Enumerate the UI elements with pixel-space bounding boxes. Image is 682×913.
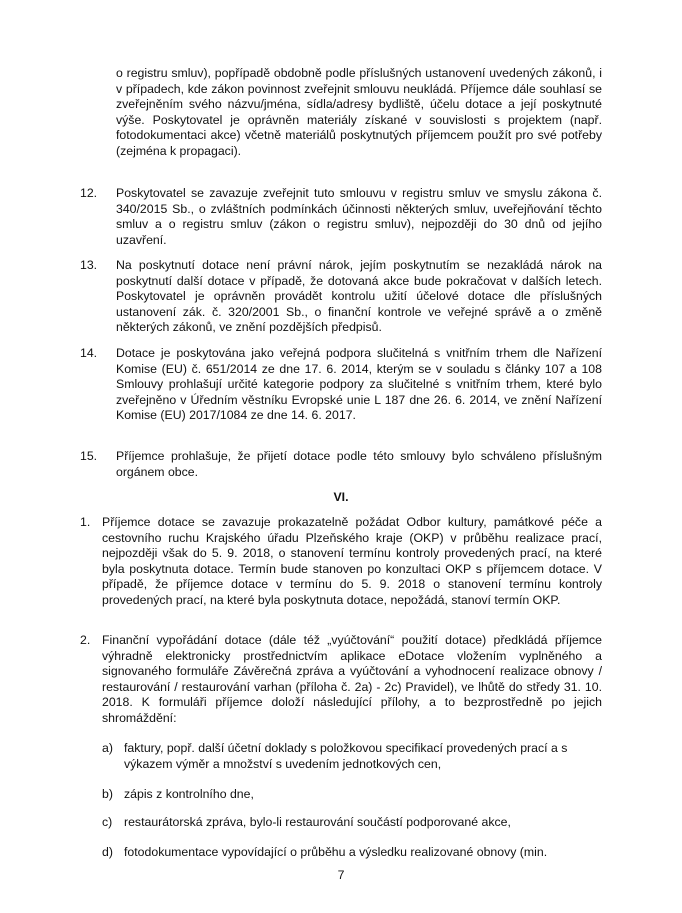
subitem-d [102,845,602,861]
list-item-12 [80,186,602,248]
list-item-13 [80,258,602,336]
item-number: 1. [80,515,91,529]
subitem-letter: a) [102,741,113,755]
subitem-text: restaurátorská zpráva, bylo-li restaurování součástí podporované akce, [124,815,511,829]
list-item-15 [80,449,602,480]
item-number: 15. [80,449,98,463]
item-number: 2. [80,633,91,647]
subitem-text: fotodokumentace vypovídající o průběhu a výsledku realizované obnovy (min. [124,845,548,859]
subitem-letter: d) [102,845,113,859]
item-text: Dotace je poskytována jako veřejná podpora slučitelná s vnitřním trhem dle Nařízení Komise (EU) č. 651/2014 ze dne 17. 6. 2014, kterým se v souladu s články 107 a 108 Smlouvy prohlašují určité kategorie podpory za slučitelné s vnitřním trhem, které bylo zveřejněno v Úředním věstníku Evropské unie L 187 dne 26. 6. 2014, ve znění Nařízení Komise (EU) 2017/1084 ze dne 14. 6. 2017. [116,346,602,423]
subitem-letter: b) [102,787,113,801]
subitem-text: faktury, popř. další účetní doklady s položkovou specifikací provedených prací a s výkazem výměr a množství s uvedením jednotkových cen, [124,741,568,771]
list-item-14 [80,346,602,424]
subitem-letter: c) [102,815,113,829]
item-text: Finanční vypořádání dotace (dále též „vyúčtování“ použití dotace) předkládá příjemce výhradně elektronicky prostřednictvím aplikace eDotace vložením vyplněného a signovaného formuláře Závěrečná zpráva a vyúčtování a vyhodnocení realizace obnovy / restaurování / restaurování varhan (příloha č. 2a) - 2c) Pravidel), ve lhůtě do středy 31. 10. 2018. K formuláři příjemce doloží následující přílohy, a to bezprostředně po jejich shromáždění: [102,633,602,725]
list-item-2 [80,633,602,727]
item-text: Na poskytnutí dotace není právní nárok, jejím poskytnutím se nezakládá nárok na poskytnutí další dotace v případě, že dotovaná akce bude pokračovat v dalších letech. Poskytovatel je oprávněn provádět kontrolu užití účelové dotace dle příslušných ustanovení zák. č. 320/2001 Sb., o finanční kontrole ve veřejné správě a o změně některých zákonů, ve znění pozdějších předpisů. [116,258,602,335]
item-number: 14. [80,346,98,360]
subitem-text: zápis z kontrolního dne, [124,787,254,801]
list-item-1 [80,515,602,609]
item-text: Příjemce dotace se zavazuje prokazatelně požádat Odbor kultury, památkové péče a cestovního ruchu Krajského úřadu Plzeňského kraje (OKP) v průběhu realizace prací, nejpozději však do 5. 9. 2018, o stanovení termínu kontroly provedených prací, na které byla poskytnuta dotace. Termín bude stanoven po konzultaci OKP s příjemcem dotace. V případě, že příjemce dotace v termínu do 5. 9. 2018 o stanovení termínu kontroly provedených prací, na které byla poskytnuta dotace, nepožádá, stanoví termín OKP. [102,515,602,607]
item-text: Poskytovatel se zavazuje zveřejnit tuto smlouvu v registru smluv ve smyslu zákona č. 340/2015 Sb., o zvláštních podmínkách účinnosti některých smluv, uveřejňování těchto smluv a o registru smluv (zákon o registru smluv), nejpozději do 30 dnů od jejího uzavření. [116,186,602,247]
item-number: 12. [80,186,98,200]
subitem-a [102,741,602,772]
continuation-paragraph: o registru smluv), popřípadě obdobně podle příslušných ustanovení uvedených zákonů, i v případech, kde zákon povinnost zveřejnit smlouvu neukládá. Příjemce dále souhlasí se zveřejněním svého názvu/jména, sídla/adresy bydliště, účelu dotace a její poskytnuté výše. Poskytovatel je oprávněn materiály získané v souvislosti s projektem (např. fotodokumentaci akce) včetně materiálů poskytnutých příjemcem použít pro své potřeby (zejména k propagaci). [116,66,602,158]
section-heading: VI. [333,490,349,504]
item-text: Příjemce prohlašuje, že přijetí dotace podle této smlouvy bylo schváleno příslušným orgánem obce. [116,449,602,479]
subitem-c [102,815,602,831]
page-number: 7 [337,868,345,882]
item-number: 13. [80,258,98,272]
subitem-b [102,787,602,803]
